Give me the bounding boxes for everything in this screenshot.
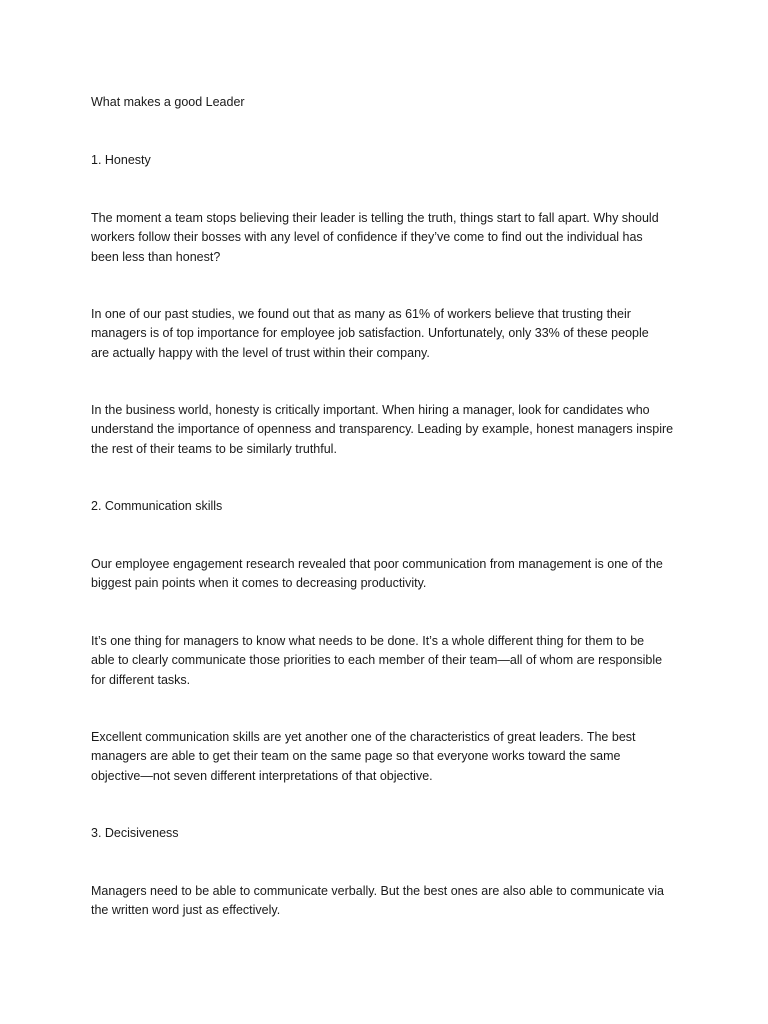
section-heading-honesty: 1. Honesty [91, 153, 151, 167]
paragraph-line: In the business world, honesty is critically important. When hiring a manager, look for candidates who [91, 403, 650, 417]
paragraph-line: Our employee engagement research revealed that poor communication from management is one of the [91, 557, 663, 571]
paragraph-line: the written word just as effectively. [91, 903, 281, 918]
paragraph-line: workers follow their bosses with any level of confidence if they’ve come to find out the individual has [91, 230, 643, 245]
paragraph-line: managers is of top importance for employee job satisfaction. Unfortunately, only 33% of these people [91, 326, 649, 341]
paragraph-line: Managers need to be able to communicate verbally. But the best ones are also able to communicate via [91, 884, 665, 898]
paragraph-line: are actually happy with the level of trust within their company. [91, 345, 430, 360]
paragraph-honesty-2 [91, 305, 691, 363]
paragraph-decisiveness-1 [91, 882, 691, 921]
paragraph-line: the rest of their teams to be similarly truthful. [91, 441, 337, 456]
paragraph-line: The moment a team stops believing their leader is telling the truth, things start to fall apart. Why should [91, 211, 659, 225]
paragraph-line: objective—not seven different interpretations of that objective. [91, 768, 433, 783]
paragraph-line: for different tasks. [91, 672, 191, 687]
paragraph-line: Excellent communication skills are yet another one of the characteristics of great leaders. The best [91, 730, 636, 744]
paragraph-line: biggest pain points when it comes to decreasing productivity. [91, 576, 427, 591]
paragraph-line: In one of our past studies, we found out that as many as 61% of workers believe that trusting their [91, 307, 631, 321]
document-title: What makes a good Leader [91, 95, 245, 109]
paragraph-line: been less than honest? [91, 249, 221, 264]
paragraph-communication-2 [91, 632, 691, 690]
paragraph-line: managers are able to get their team on the same page so that everyone works toward the same [91, 749, 621, 764]
section-heading-communication: 2. Communication skills [91, 499, 223, 513]
paragraph-communication-3 [91, 728, 691, 786]
paragraph-honesty-1 [91, 209, 691, 267]
section-heading-decisiveness: 3. Decisiveness [91, 826, 179, 840]
paragraph-line: It’s one thing for managers to know what needs to be done. It’s a whole different thing for them to be [91, 634, 645, 648]
paragraph-line: able to clearly communicate those priorities to each member of their team—all of whom are responsible [91, 653, 663, 668]
paragraph-honesty-3 [91, 401, 691, 459]
paragraph-communication-1 [91, 555, 691, 594]
paragraph-line: understand the importance of openness and transparency. Leading by example, honest managers inspire [91, 422, 674, 437]
